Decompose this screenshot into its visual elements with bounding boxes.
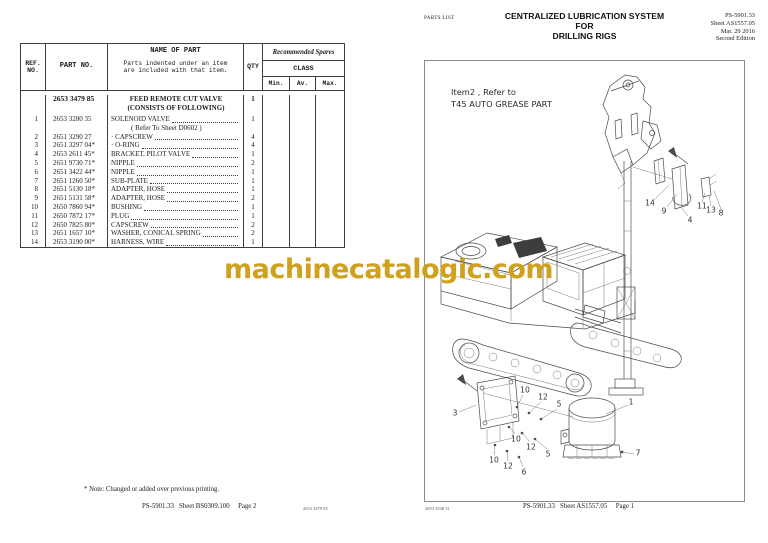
cell-part-name: BRACKET, PILOT VALVE (108, 150, 244, 159)
cell-qty: 1 (244, 177, 263, 186)
callout-11: 11 (697, 201, 707, 211)
cell-min (263, 177, 290, 186)
cell-part-name: PLUG (108, 212, 244, 221)
header-ref-line2: NO. (27, 67, 39, 74)
cell-av (290, 221, 316, 230)
header-part-no (46, 44, 108, 90)
cell-qty: 1 (244, 168, 263, 177)
cell-qty: 2 (244, 194, 263, 203)
cell-av (290, 238, 316, 247)
cell-min (263, 168, 290, 177)
table-row (21, 185, 344, 194)
header-name-note1: Parts indented under an item (123, 59, 228, 67)
cell-max (316, 194, 344, 203)
header-qty (244, 44, 263, 90)
table-group-row (21, 91, 344, 115)
callout-10: 10 (489, 455, 499, 465)
cell-min (263, 221, 290, 230)
cell-ref-no: 3 (21, 141, 46, 150)
cell-qty: 2 (244, 229, 263, 238)
header-recommended-spares (263, 44, 344, 90)
header-max-label: Max. (322, 80, 338, 87)
group-name-line1: FEED REMOTE CUT VALVE (129, 95, 223, 103)
cell-av (290, 168, 316, 177)
doc-date: Mar. 29 2016 (720, 27, 755, 35)
doc-number: PS-5901.33 (724, 12, 755, 19)
right-page-footer: PS-5901.33 Sheet AS1557.05 Page 1 (523, 503, 635, 510)
title-line3: DRILLING RIGS (552, 31, 617, 41)
cell-ref-no: 4 (21, 150, 46, 159)
cell-ref-no: 6 (21, 168, 46, 177)
cell-max (316, 238, 344, 247)
table-row (21, 150, 344, 159)
cell-max (316, 203, 344, 212)
cell-min (263, 212, 290, 221)
cell-qty: 2 (244, 159, 263, 168)
cell-max (316, 185, 344, 194)
cell-qty: 1 (244, 115, 263, 133)
cell-part-no: 2651 5130 18* (46, 185, 108, 194)
cell-part-name: WASHER, CONICAL SPRING (108, 229, 244, 238)
drawing-note-line1: Item2 , Refer to (451, 87, 516, 97)
cell-qty: 4 (244, 133, 263, 142)
cell-part-no: 2651 3422 44* (46, 168, 108, 177)
header-name-label: NAME OF PART (150, 47, 201, 55)
group-name-line2: (CONSISTS OF FOLLOWING) (127, 103, 225, 112)
cell-part-name: SOLENOID VALVE ( Refer To Sheet D0602 ) (108, 115, 244, 133)
cell-part-no: 2653 3190 00* (46, 238, 108, 247)
cell-min (263, 238, 290, 247)
callout-5: 5 (545, 449, 551, 459)
callout-1: 1 (628, 397, 634, 407)
page-title (424, 11, 745, 41)
table-row (21, 133, 344, 142)
callout-12: 12 (538, 392, 548, 402)
cell-qty: 1 (244, 212, 263, 221)
callout-14: 14 (645, 198, 655, 208)
cell-ref-no: 2 (21, 133, 46, 142)
cell-av (290, 141, 316, 150)
callout-6: 6 (521, 467, 527, 477)
cell-ref-no: 5 (21, 159, 46, 168)
cell-ref-no: 11 (21, 212, 46, 221)
drawing-note-line2: T45 AUTO GREASE PART (451, 99, 552, 109)
cell-ref-no: 9 (21, 194, 46, 203)
doc-info-block (711, 12, 755, 43)
cell-part-no: 2651 9730 71* (46, 159, 108, 168)
cell-part-name: · CAPSCREW (108, 133, 244, 142)
cell-av (290, 212, 316, 221)
cell-ref-no: 12 (21, 221, 46, 230)
callout-12: 12 (526, 442, 536, 452)
cell-max (316, 141, 344, 150)
left-footer-part-ref: 2653 3479 85 (303, 506, 328, 511)
cell-part-no: 2650 7860 94* (46, 203, 108, 212)
callout-4: 4 (687, 215, 693, 225)
cell-part-no: 2653 2611 45* (46, 150, 108, 159)
table-row (21, 159, 344, 168)
cell-av (290, 159, 316, 168)
table-row (21, 168, 344, 177)
cell-av (290, 133, 316, 142)
cell-av (290, 115, 316, 133)
table-row (21, 229, 344, 238)
mounting-plate-figure (457, 374, 573, 467)
cell-av (290, 150, 316, 159)
cell-ref-no: 8 (21, 185, 46, 194)
cell-part-name: HARNESS, WIRE (108, 238, 244, 247)
cell-qty: 1 (244, 150, 263, 159)
table-row (21, 203, 344, 212)
cell-part-no: 2653 3280 35 (46, 115, 108, 133)
parts-table-rows (21, 115, 344, 247)
cell-part-name: ADAPTER, HOSE (108, 194, 244, 203)
group-part-no: 2653 3479 85 (46, 95, 108, 115)
table-row (21, 221, 344, 230)
cell-min (263, 159, 290, 168)
parts-table (20, 43, 345, 248)
cell-part-name: NIPPLE (108, 159, 244, 168)
cell-qty: 1 (244, 203, 263, 212)
cell-av (290, 177, 316, 186)
direction-arrow-icon-top (668, 147, 688, 164)
header-class-label: CLASS (263, 61, 344, 77)
callout-10: 10 (520, 385, 530, 395)
cell-part-name: ADAPTER, HOSE (108, 185, 244, 194)
right-footer-part-ref: 2653 3548 31 (425, 506, 450, 511)
cell-part-no: 2650 7872 17* (46, 212, 108, 221)
callout-5: 5 (556, 399, 562, 409)
cell-qty: 4 (244, 141, 263, 150)
table-row (21, 115, 344, 133)
callout-13: 13 (706, 205, 716, 215)
cell-part-no: 2651 5131 58* (46, 194, 108, 203)
title-line2: FOR (575, 21, 594, 31)
cell-ref-no: 1 (21, 115, 46, 133)
cell-part-no: 2651 3290 27 (46, 133, 108, 142)
cell-part-no: 2651 1657 10* (46, 229, 108, 238)
cell-min (263, 150, 290, 159)
callout-8: 8 (718, 208, 724, 218)
cell-min (263, 203, 290, 212)
cell-part-no: 2651 1260 50* (46, 177, 108, 186)
cell-av (290, 203, 316, 212)
header-ref-line1: REF. (25, 59, 41, 67)
table-row (21, 238, 344, 247)
cell-part-name: CAPSCREW (108, 221, 244, 230)
parts-list-label: PARTS LIST (424, 15, 455, 21)
cell-min (263, 229, 290, 238)
table-row (21, 212, 344, 221)
cell-av (290, 185, 316, 194)
drill-head-figure (603, 75, 661, 189)
cell-part-name: BUSHING (108, 203, 244, 212)
header-recommended-spares-label: Recommended Spares (263, 44, 344, 61)
cell-ref-no: 10 (21, 203, 46, 212)
cell-part-name: NIPPLE (108, 168, 244, 177)
header-min-label: Min. (263, 77, 290, 90)
cell-max (316, 159, 344, 168)
header-ref-no (21, 44, 46, 90)
left-page-footer: PS-5901.33 Sheet BS0309.100 Page 2 (142, 503, 257, 510)
callout-12: 12 (503, 461, 513, 471)
callout-9: 9 (661, 206, 667, 216)
cell-av (290, 229, 316, 238)
callout-7: 7 (635, 448, 641, 458)
cell-ref-no: 14 (21, 238, 46, 247)
parts-table-body (21, 91, 344, 247)
title-line1: CENTRALIZED LUBRICATION SYSTEM (504, 11, 665, 21)
doc-edition: Second Edition (715, 35, 755, 43)
cell-ref-no: 13 (21, 229, 46, 238)
doc-sheet: Sheet AS1557.05 (710, 19, 755, 27)
cell-part-no: 2650 7825 80* (46, 221, 108, 230)
callout-3: 3 (452, 408, 458, 418)
header-name-of-part (108, 44, 244, 90)
table-row (21, 141, 344, 150)
parts-table-header (21, 44, 344, 91)
header-part-no-label: PART NO. (59, 62, 94, 71)
cell-max (316, 168, 344, 177)
cell-av (290, 194, 316, 203)
cell-min (263, 185, 290, 194)
cell-min (263, 141, 290, 150)
cell-ref-no: 7 (21, 177, 46, 186)
cell-max (316, 150, 344, 159)
cell-part-no: 2651 3297 04* (46, 141, 108, 150)
cell-max (316, 133, 344, 142)
cell-qty: 1 (244, 238, 263, 247)
cell-max (316, 221, 344, 230)
cell-part-name: · O-RING (108, 141, 244, 150)
cell-min (263, 133, 290, 142)
group-qty: 1 (244, 95, 263, 115)
cell-min (263, 115, 290, 133)
cell-max (316, 229, 344, 238)
change-note: * Note: Changed or added over previous printing. (84, 486, 220, 493)
grease-pump-figure (561, 398, 634, 459)
cell-max (316, 115, 344, 133)
group-name (108, 95, 244, 115)
cell-qty: 2 (244, 221, 263, 230)
cell-qty: 1 (244, 185, 263, 194)
header-av-label: Av. (290, 77, 316, 90)
direction-arrow-icon-bottom (457, 374, 477, 391)
table-row (21, 177, 344, 186)
callout-10: 10 (511, 434, 521, 444)
header-name-note2: are included with that item. (123, 66, 228, 74)
table-row (21, 194, 344, 203)
watermark: machinecatalogic.com (224, 254, 554, 285)
cell-min (263, 194, 290, 203)
cell-max (316, 212, 344, 221)
cell-max (316, 177, 344, 186)
cell-part-name: SUB-PLATE (108, 177, 244, 186)
header-qty-label: QTY (247, 63, 259, 71)
